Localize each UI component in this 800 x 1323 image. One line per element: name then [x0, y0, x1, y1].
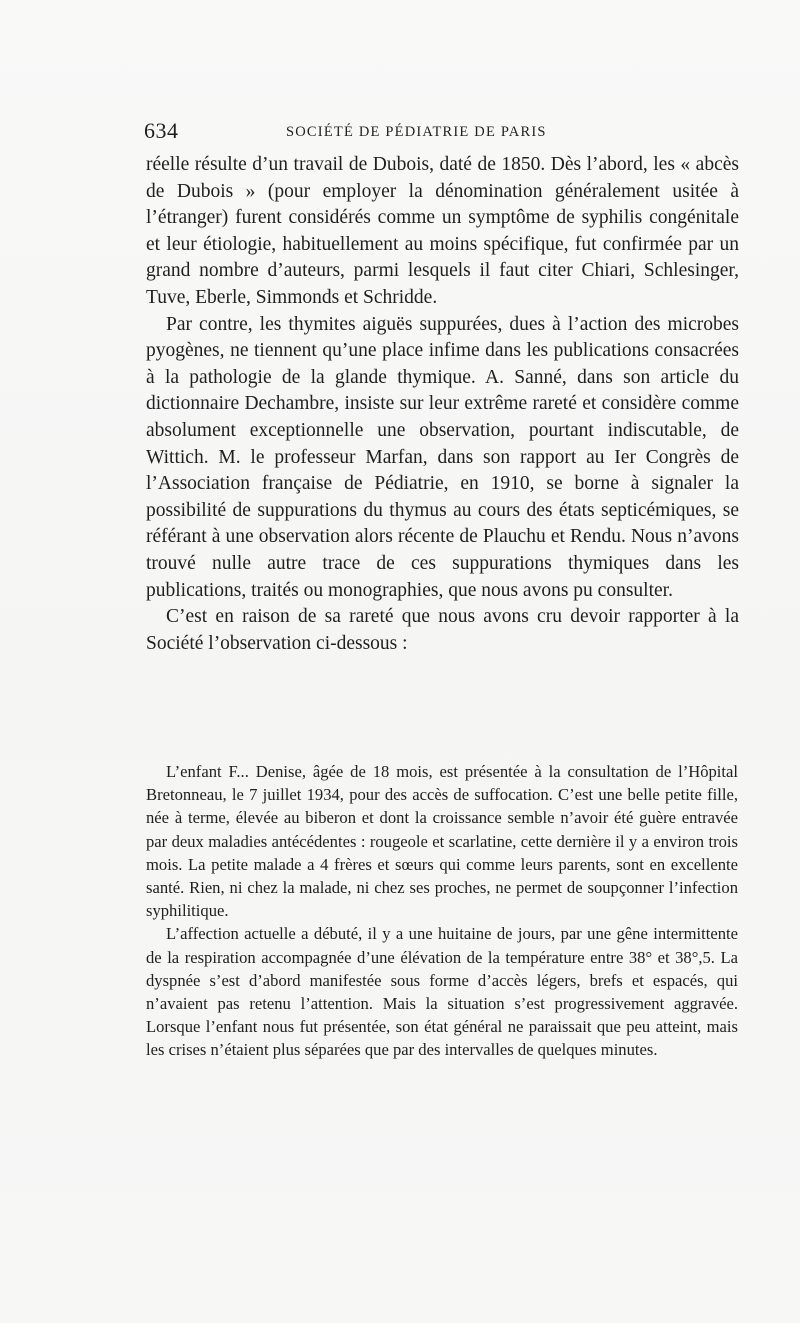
observation-paragraph-patient: L’enfant F... Denise, âgée de 18 mois, est présentée à la consultation de l’Hôpital Bretonneau, le 7 juillet 1934, pour des accès de suffocation. C’est une belle petite fille, née à terme, élevée au biberon et dont la croissance semble n’avoir été guère entravée par deux maladies antécédentes : rougeole et scarlatine, cette dernière il y a environ trois mois. La petite malade a 4 frères et sœurs qui comme leurs parents, sont en excellente santé. Rien, ni chez la malade, ni chez ses proches, ne permet de soupçonner l’infection syphilitique. [146, 762, 738, 921]
paragraph-thymites: Par contre, les thymites aiguës suppurées, dues à l’action des microbes pyogènes, ne tiennent qu’une place infime dans les publications consacrées à la pathologie de la glande thymique. A. Sanné, dans son article du dictionnaire Dechambre, insiste sur leur extrême rareté et considère comme absolument exceptionnelle une observation, pourtant indiscutable, de Wittich. M. le professeur Marfan, dans son rapport au Ier Congrès de l’Association française de Pédiatrie, en 1910, se borne à signaler la possibilité de suppurations du thymus au cours des états septicémiques, se référant à une observation alors récente de Plauchu et Rendu. Nous n’avons trouvé nulle autre trace de ces suppurations thymiques dans les publications, traités ou monographies, que nous avons pu consulter. [146, 313, 739, 601]
main-text [146, 152, 739, 657]
observation-paragraph-affection: L’affection actuelle a débuté, il y a une huitaine de jours, par une gêne intermittente de la respiration accompagnée d’une élévation de la température entre 38° et 38°,5. La dyspnée s’est d’abord manifestée sous forme d’accès légers, brefs et espacés, qui n’avaient pas retenu l’attention. Mais la situation s’est progressivement aggravée. Lorsque l’enfant nous fut présentée, son état général ne paraissait que peu atteint, mais les crises n’étaient plus séparées que par des intervalles de quelques minutes. [146, 924, 738, 1060]
running-head: SOCIÉTÉ DE PÉDIATRIE DE PARIS [286, 124, 547, 140]
observation-text [146, 760, 738, 1062]
paragraph-rarity: C’est en raison de sa rareté que nous avons cru devoir rapporter à la Société l’observation ci-dessous : [146, 606, 739, 654]
paragraph-intro: réelle résulte d’un travail de Dubois, daté de 1850. Dès l’abord, les « abcès de Dubois » (pour employer la dénomination généralement usitée à l’étranger) furent considérés comme un symptôme de syphilis congénitale et leur étiologie, habituellement au moins spécifique, fut confirmée par un grand nombre d’auteurs, parmi lesquels il faut citer Chiari, Schlesinger, Tuve, Eberle, Simmonds et Schridde. [146, 154, 739, 308]
page-number: 634 [144, 118, 179, 143]
page-header [144, 118, 740, 148]
